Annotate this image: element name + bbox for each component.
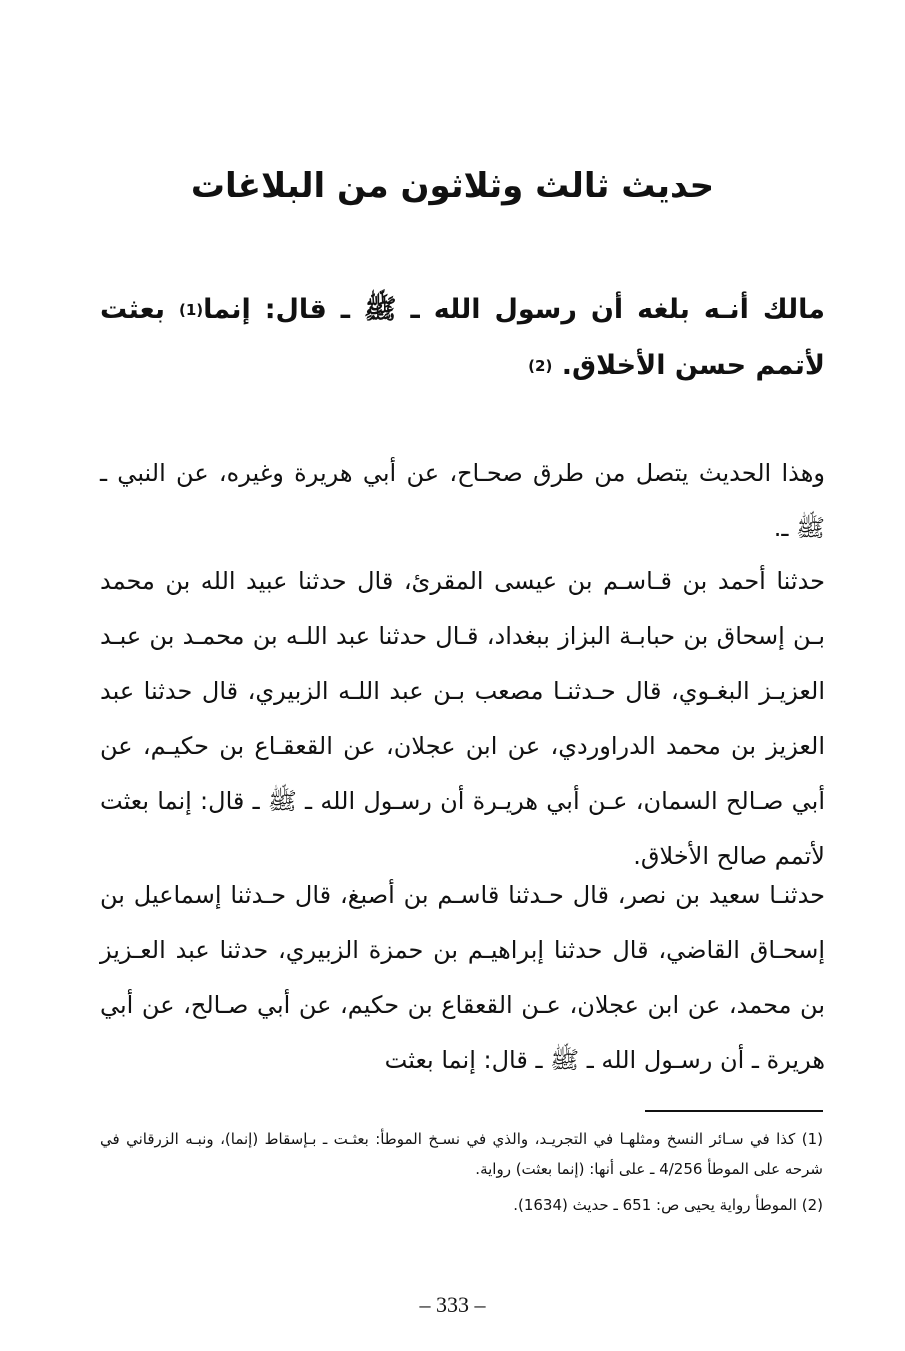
footnote-ref-2[interactable]: (2) (528, 357, 553, 375)
footnote-1: (1) كذا في سـائر النسخ ومثلهـا في التجريـد، والذي في نسـخ الموطأ: بعثـت ـ بـإسقاط (إنما)، ونبـه الزرقاني في شرحه على الموطأ 4/256 ـ على أنها: (إنما بعثت) رواية. (100, 1130, 823, 1178)
hadith-text-part1: مالك أنـه بلغه أن رسول الله ـ ﷺ ـ قال: إنما (203, 294, 825, 325)
footnote-divider (645, 1110, 823, 1112)
page-number: – 333 – (419, 1292, 486, 1317)
hadith-text (100, 282, 825, 394)
paragraph-isnad-2: حدثنـا سعيد بن نصر، قال حـدثنا قاسـم بن أصبغ، قال حـدثنا إسماعيل بن إسحـاق القاضي، قال حدثنا إبراهيـم بن حمزة الزبيري، حدثنا عبد العـزيز بن محمد، عن ابن عجلان، عـن القعقاع بن حكيم، عن أبي صـالح، عن أبي هريرة ـ أن رسـول الله ـ ﷺ ـ قال: إنما بعثت (100, 881, 825, 1074)
page-title: حديث ثالث وثلاثون من البلاغات (190, 166, 715, 206)
hadith-text-part2: بعثت لأتمم حسن الأخلاق. (100, 294, 825, 381)
footnote-ref-1[interactable]: (1) (178, 301, 204, 319)
footnote-2: (2) الموطأ رواية يحيى ص: 651 ـ حديث (1634). (513, 1196, 823, 1214)
paragraph-isnad-1: حدثنا أحمد بن قـاسـم بن عيسى المقرئ، قال حدثنا عبيد الله بن محمد بـن إسحاق بن حبابـة البزاز ببغداد، قـال حدثنا عبد اللـه بن محمـد بن عبـد العزيـز البغـوي، قال حـدثنـا مصعب بـن عبد اللـه الزبيري، قال حدثنا عبد العزيز بن محمد الدراوردي، عن ابن عجلان، عن القعقـاع بن حكيـم، عن أبي صـالح السمان، عـن أبي هريـرة أن رسـول الله ـ ﷺ ـ قال: إنما بعثت لأتمم صالح الأخلاق. (100, 567, 825, 870)
footnotes (100, 1124, 823, 1226)
paragraph-commentary: وهذا الحديث يتصل من طرق صحـاح، عن أبي هريرة وغيره، عن النبي ـ ﷺ ـ. (100, 459, 825, 542)
